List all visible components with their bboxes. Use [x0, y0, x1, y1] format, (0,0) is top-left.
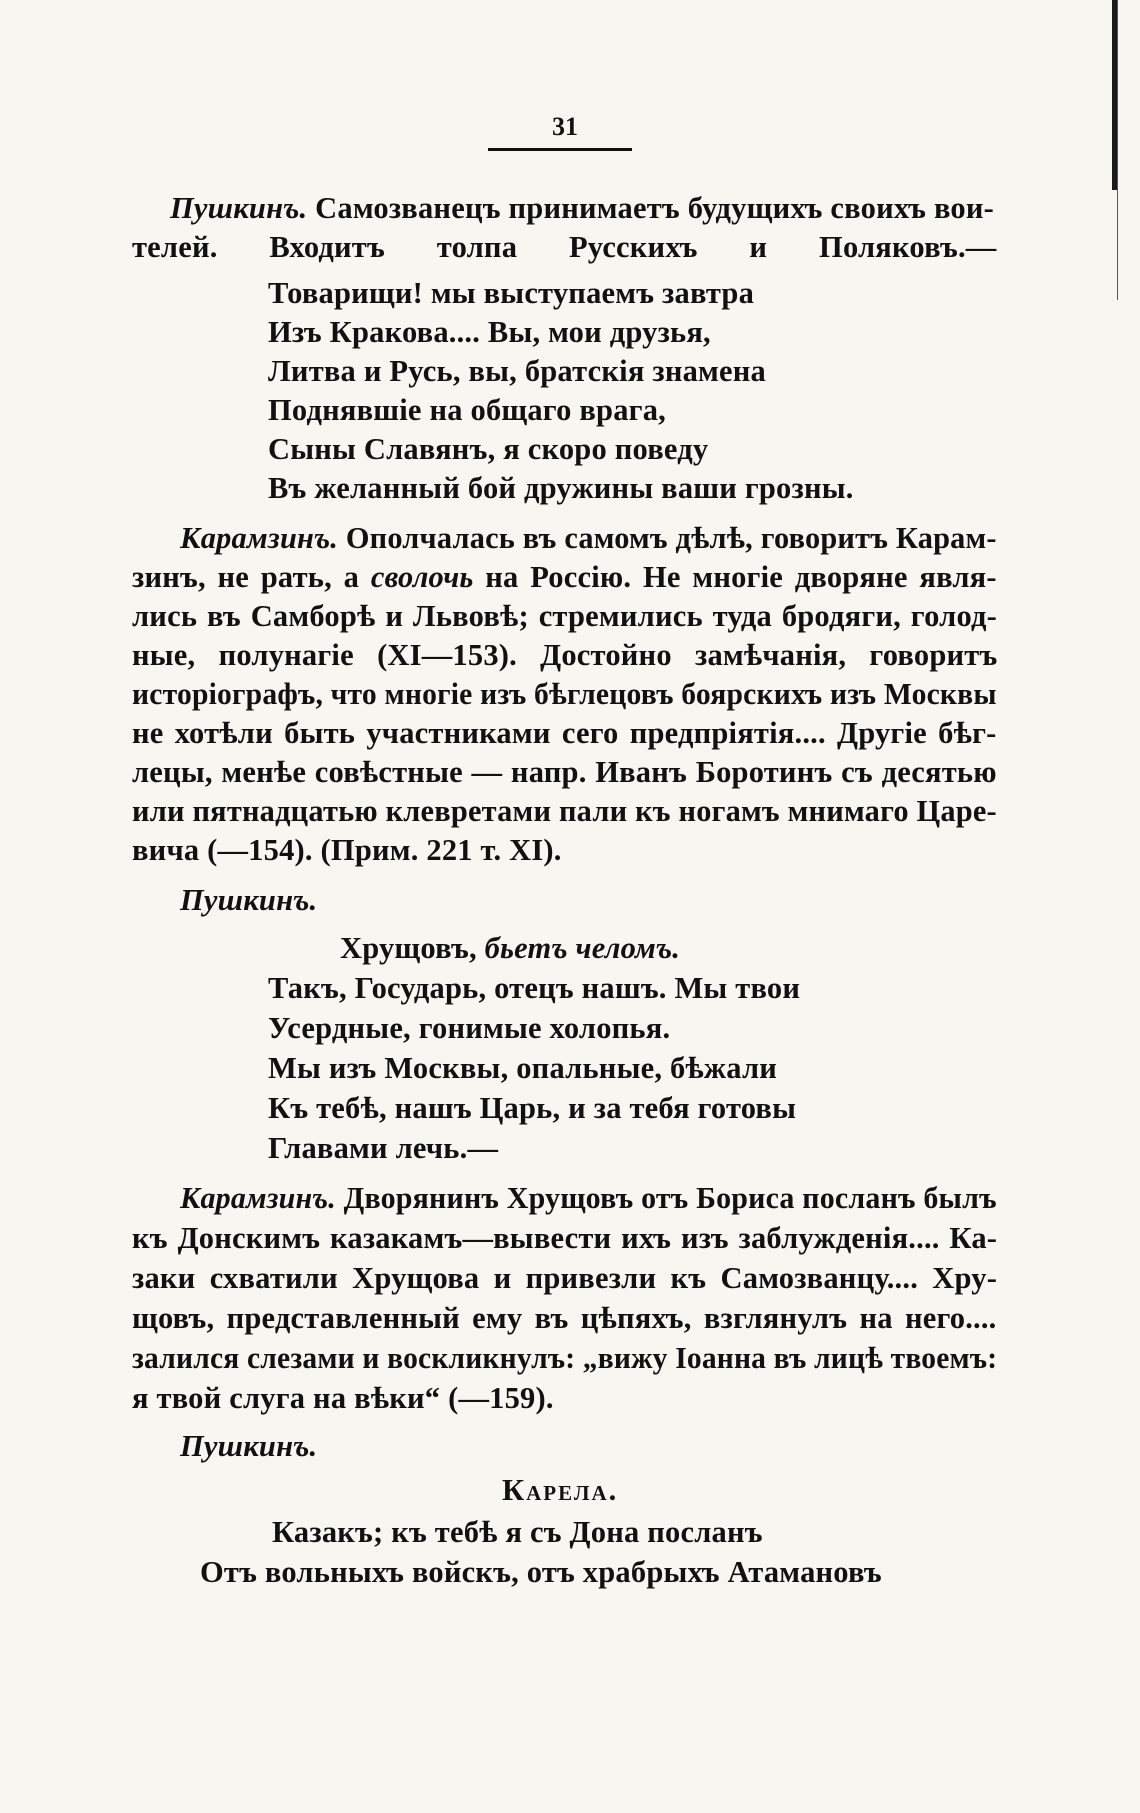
paragraph-4-line: я твой слуга на вѣки“ (—159).: [132, 1381, 554, 1415]
paragraph-4-line: къ Донскимъ казакамъ—вывести ихъ изъ заблужденія.... Ка-: [132, 1221, 998, 1255]
verse-1-line: Въ желанный бой дружины ваши грозны.: [268, 471, 854, 505]
speaker-name: Карамзинъ.: [180, 1181, 336, 1215]
speaker-name: Пушкинъ.: [180, 1429, 318, 1463]
italic-word: сволочь: [370, 560, 474, 594]
paragraph-2-line-2: зинъ, не рать, а сволочь на Россію. Не многіе дворяне явля-: [132, 560, 997, 594]
paragraph-4-line: щовъ, представленный ему въ цѣпяхъ, взглянулъ на него....: [132, 1301, 997, 1335]
verse-3-line: Отъ вольныхъ войскъ, отъ храбрыхъ Атамановъ: [200, 1555, 882, 1589]
paragraph-1-line-2: телей. Входитъ толпа Русскихъ и Поляковъ.—: [132, 230, 997, 264]
verse-2-line: Главами лечь.—: [268, 1131, 499, 1165]
verse-1-line: Изъ Кракова.... Вы, мои друзья,: [268, 315, 711, 349]
paragraph-2-line: лецы, менѣе совѣстные — напр. Иванъ Боротинъ съ десятью: [132, 755, 997, 789]
paragraph-2-line: или пятнадцатью клевретами пали къ ногамъ мнимаго Царе-: [132, 794, 997, 828]
verse-3-line: Казакъ; къ тебѣ я съ Дона посланъ: [272, 1515, 763, 1549]
verse-2-line: Мы изъ Москвы, опальные, бѣжали: [268, 1051, 778, 1085]
verse-2-line: Къ тебѣ, нашъ Царь, и за тебя готовы: [268, 1091, 797, 1125]
page-edge-line-thin: [1117, 0, 1118, 300]
verse-1-line: Поднявшіе на общаго врага,: [268, 393, 666, 427]
header-rule: [488, 148, 632, 151]
verse-2-line: Усердные, гонимые холопья.: [268, 1011, 671, 1045]
verse-3-header: Карела.: [502, 1473, 619, 1507]
verse-1-line: Сыны Славянъ, я скоро поведу: [268, 432, 709, 466]
page-number: 31: [552, 112, 578, 141]
speaker-name: Пушкинъ.: [180, 883, 318, 917]
paragraph-2-line: вича (—154). (Прим. 221 т. XI).: [132, 833, 562, 867]
paragraph-2-line-1: Карамзинъ. Ополчалась въ самомъ дѣлѣ, говоритъ Карам-: [180, 521, 997, 555]
speaker-name: Пушкинъ.: [170, 191, 308, 225]
verse-2-header: Хрущовъ, бьетъ челомъ.: [340, 931, 681, 965]
speaker-name: Карамзинъ.: [180, 521, 339, 555]
verse-1-line: Литва и Русь, вы, братскія знамена: [268, 354, 766, 388]
verse-2-line: Такъ, Государь, отецъ нашъ. Мы твои: [268, 971, 801, 1005]
paragraph-2-line: лись въ Самборѣ и Львовѣ; стремились туда бродяги, голод-: [132, 599, 998, 633]
paragraph-4-line-1: Карамзинъ. Дворянинъ Хрущовъ отъ Бориса посланъ былъ: [180, 1181, 997, 1215]
paragraph-4-line: залился слезами и воскликнулъ: „вижу Іоанна въ лицѣ твоемъ:: [132, 1341, 998, 1375]
paragraph-2-line: не хотѣли быть участниками сего предпріятія.... Другіе бѣг-: [132, 716, 997, 750]
paragraph-2-line: ные, полунагіе (XI—153). Достойно замѣчанія, говоритъ: [132, 638, 998, 672]
paragraph-4-line: заки схватили Хрущова и привезли къ Самозванцу.... Хру-: [132, 1261, 998, 1295]
verse-1-line: Товарищи! мы выступаемъ завтра: [268, 276, 755, 310]
paragraph-1-line-1: Пушкинъ. Самозванецъ принимаетъ будущихъ своихъ вои-: [170, 191, 994, 225]
paragraph-2-line: исторіографъ, что многіе изъ бѣглецовъ боярскихъ изъ Москвы: [132, 677, 997, 711]
